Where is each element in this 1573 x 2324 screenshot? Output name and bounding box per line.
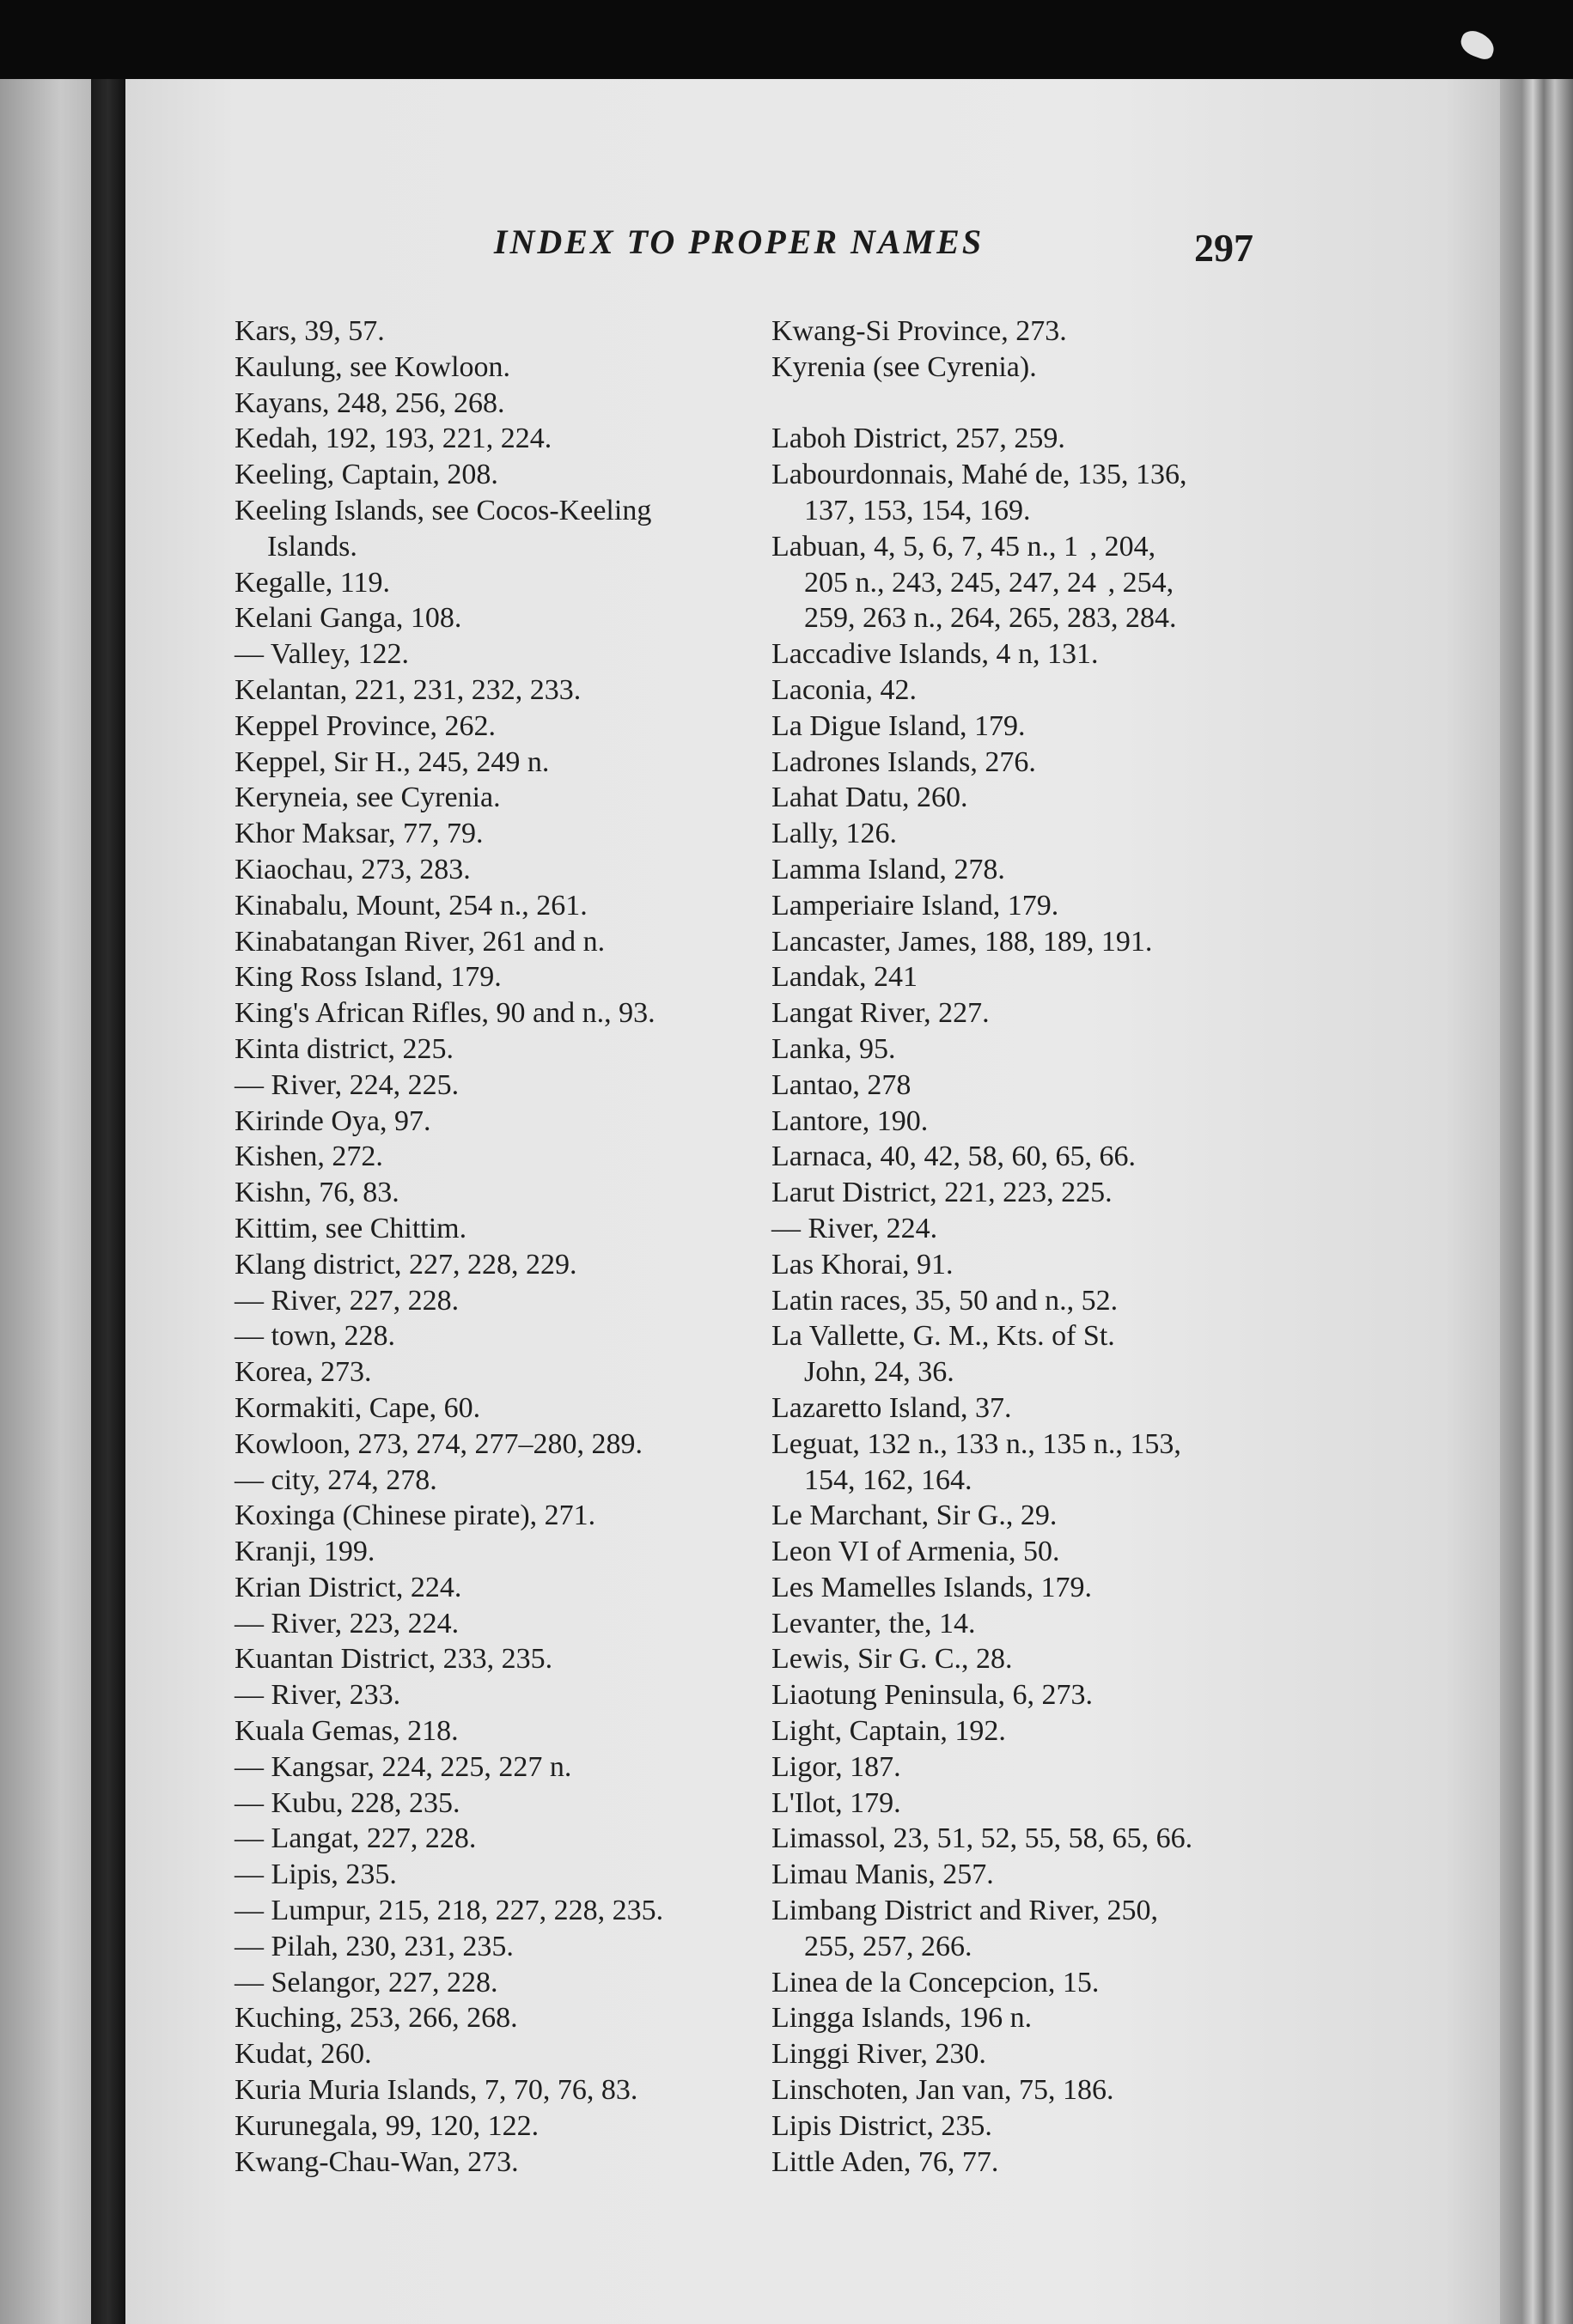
top-dark-band xyxy=(0,0,1573,79)
index-entry: Lipis District, 235. xyxy=(771,2109,992,2142)
index-entry: Kaulung, see Kowloon. xyxy=(235,350,511,383)
index-entry: Kuala Gemas, 218. xyxy=(235,1715,459,1748)
index-entry: Kars, 39, 57. xyxy=(235,315,385,347)
index-entry: Kowloon, 273, 274, 277–280, 289. xyxy=(235,1427,643,1460)
index-entry: Liaotung Peninsula, 6, 273. xyxy=(771,1679,1093,1712)
index-entry-continuation: 205 n., 243, 245, 247, 24 , 254, xyxy=(804,566,1174,599)
index-entry: Kishn, 76, 83. xyxy=(235,1177,399,1209)
index-entry: — Kangsar, 224, 225, 227 n. xyxy=(235,1750,572,1783)
index-entry: — River, 233. xyxy=(235,1679,401,1712)
index-entry: — Lipis, 235. xyxy=(235,1859,397,1891)
index-entry: Kinabatangan River, 261 and n. xyxy=(235,925,606,958)
index-entry: Las Khorai, 91. xyxy=(771,1248,954,1281)
index-entry: Laccadive Islands, 4 n, 131. xyxy=(771,638,1099,671)
index-entry: Krian District, 224. xyxy=(235,1571,462,1603)
index-entry: — Valley, 122. xyxy=(235,638,410,671)
index-entry: Labourdonnais, Mahé de, 135, 136, xyxy=(771,459,1187,491)
index-entry: L'Ilot, 179. xyxy=(771,1786,901,1819)
index-entry: Keeling, Captain, 208. xyxy=(235,459,498,491)
index-entry: Lahat Datu, 260. xyxy=(771,782,968,814)
index-column-right xyxy=(771,313,1287,2180)
index-entry: Lanka, 95. xyxy=(771,1032,896,1065)
index-entry: — city, 274, 278. xyxy=(235,1463,437,1496)
index-entry: Khor Maksar, 77, 79. xyxy=(235,818,484,850)
index-entry: Kishen, 272. xyxy=(235,1141,383,1173)
index-entry: Laboh District, 257, 259. xyxy=(771,423,1065,455)
index-entry: — River, 227, 228. xyxy=(235,1284,460,1317)
facing-page-edge xyxy=(0,79,101,2324)
index-entry: — River, 223, 224. xyxy=(235,1607,460,1640)
index-entry: Kuria Muria Islands, 7, 70, 76, 83. xyxy=(235,2074,638,2107)
index-entry: Langat River, 227. xyxy=(771,997,990,1030)
index-entry: Kuantan District, 233, 235. xyxy=(235,1643,553,1676)
index-entry: Kiaochau, 273, 283. xyxy=(235,853,471,885)
index-entry: Limassol, 23, 51, 52, 55, 58, 65, 66. xyxy=(771,1822,1193,1855)
index-entry-continuation: Islands. xyxy=(267,530,357,563)
index-entry: Lingga Islands, 196 n. xyxy=(771,2002,1033,2035)
index-entry: King Ross Island, 179. xyxy=(235,961,502,994)
index-entry: Lewis, Sir G. C., 28. xyxy=(771,1643,1013,1676)
index-entry: Kinta district, 225. xyxy=(235,1032,454,1065)
index-entry: — Langat, 227, 228. xyxy=(235,1822,477,1855)
index-entry: Keppel Province, 262. xyxy=(235,709,497,742)
index-entry: Keeling Islands, see Cocos-Keeling xyxy=(235,494,652,526)
index-entry: Limau Manis, 257. xyxy=(771,1859,994,1891)
index-entry-continuation: John, 24, 36. xyxy=(804,1356,954,1389)
index-entry: Ladrones Islands, 276. xyxy=(771,745,1036,778)
index-entry: Kelani Ganga, 108. xyxy=(235,602,462,635)
index-entry: — Lumpur, 215, 218, 227, 228, 235. xyxy=(235,1895,664,1927)
index-entry: Keppel, Sir H., 245, 249 n. xyxy=(235,745,550,778)
index-entry: Laconia, 42. xyxy=(771,673,917,706)
index-entry: Keryneia, see Cyrenia. xyxy=(235,782,501,814)
index-entry: Leon VI of Armenia, 50. xyxy=(771,1536,1060,1568)
index-entry: Kranji, 199. xyxy=(235,1536,375,1568)
index-entry: Landak, 241 xyxy=(771,961,918,994)
index-entry: La Digue Island, 179. xyxy=(771,709,1026,742)
index-entry: Lally, 126. xyxy=(771,818,898,850)
index-entry: — Pilah, 230, 231, 235. xyxy=(235,1930,514,1962)
index-column-left xyxy=(235,313,733,2180)
index-entry: Labuan, 4, 5, 6, 7, 45 n., 1 , 204, xyxy=(771,530,1156,563)
page-number: 297 xyxy=(1194,226,1253,270)
index-entry: Limbang District and River, 250, xyxy=(771,1895,1159,1927)
index-entry: Kinabalu, Mount, 254 n., 261. xyxy=(235,889,588,922)
index-entry: Lancaster, James, 188, 189, 191. xyxy=(771,925,1153,958)
index-entry: Levanter, the, 14. xyxy=(771,1607,976,1640)
index-entry: — Kubu, 228, 235. xyxy=(235,1786,460,1819)
index-entry: — River, 224, 225. xyxy=(235,1068,460,1101)
index-entry: Kelantan, 221, 231, 232, 233. xyxy=(235,673,582,706)
index-entry: Ligor, 187. xyxy=(771,1750,901,1783)
index-entry: Kuching, 253, 266, 268. xyxy=(235,2002,518,2035)
index-entry: Les Mamelles Islands, 179. xyxy=(771,1571,1092,1603)
index-entry: Lamma Island, 278. xyxy=(771,853,1005,885)
index-entry: Kegalle, 119. xyxy=(235,566,390,599)
index-entry: Kwang-Si Province, 273. xyxy=(771,315,1067,347)
index-entry: Linea de la Concepcion, 15. xyxy=(771,1966,1100,1999)
page-block-edge xyxy=(1500,79,1573,2324)
index-entry-continuation: 137, 153, 154, 169. xyxy=(804,494,1031,526)
index-entry: Light, Captain, 192. xyxy=(771,1715,1006,1748)
index-entry: — River, 224. xyxy=(771,1212,938,1244)
index-entry: Kormakiti, Cape, 60. xyxy=(235,1391,481,1424)
index-entry: Lamperiaire Island, 179. xyxy=(771,889,1059,922)
index-entry: La Vallette, G. M., Kts. of St. xyxy=(771,1320,1115,1353)
index-entry: Lantore, 190. xyxy=(771,1104,929,1137)
index-entry: Lazaretto Island, 37. xyxy=(771,1391,1012,1424)
index-entry: Kirinde Oya, 97. xyxy=(235,1104,431,1137)
index-entry: Klang district, 227, 228, 229. xyxy=(235,1248,577,1281)
index-entry: Little Aden, 76, 77. xyxy=(771,2145,999,2178)
index-entry-continuation: 154, 162, 164. xyxy=(804,1463,972,1496)
index-entry: Larnaca, 40, 42, 58, 60, 65, 66. xyxy=(771,1141,1136,1173)
index-entry: Kudat, 260. xyxy=(235,2038,372,2071)
index-entry: King's African Rifles, 90 and n., 93. xyxy=(235,997,655,1030)
index-entry: — town, 228. xyxy=(235,1320,395,1353)
index-entry: Korea, 273. xyxy=(235,1356,372,1389)
index-entry: Kwang-Chau-Wan, 273. xyxy=(235,2145,519,2178)
index-entry: Koxinga (Chinese pirate), 271. xyxy=(235,1500,596,1532)
index-entry-continuation: 259, 263 n., 264, 265, 283, 284. xyxy=(804,602,1177,635)
index-entry: Kittim, see Chittim. xyxy=(235,1212,467,1244)
index-entry-continuation: 255, 257, 266. xyxy=(804,1930,972,1962)
index-entry: Leguat, 132 n., 133 n., 135 n., 153, xyxy=(771,1427,1181,1460)
gutter-shadow xyxy=(91,79,125,2324)
index-entry: — Selangor, 227, 228. xyxy=(235,1966,498,1999)
index-entry: Linschoten, Jan van, 75, 186. xyxy=(771,2074,1114,2107)
index-entry: Linggi River, 230. xyxy=(771,2038,986,2071)
running-head: INDEX TO PROPER NAMES xyxy=(493,222,985,261)
index-entry: Kurunegala, 99, 120, 122. xyxy=(235,2109,540,2142)
index-entry: Kedah, 192, 193, 221, 224. xyxy=(235,423,552,455)
index-entry: Latin races, 35, 50 and n., 52. xyxy=(771,1284,1119,1317)
index-entry: Kyrenia (see Cyrenia). xyxy=(771,350,1037,383)
index-entry: Kayans, 248, 256, 268. xyxy=(235,386,505,419)
index-entry: Le Marchant, Sir G., 29. xyxy=(771,1500,1058,1532)
index-entry: Lantao, 278 xyxy=(771,1068,911,1101)
index-entry: Larut District, 221, 223, 225. xyxy=(771,1177,1113,1209)
